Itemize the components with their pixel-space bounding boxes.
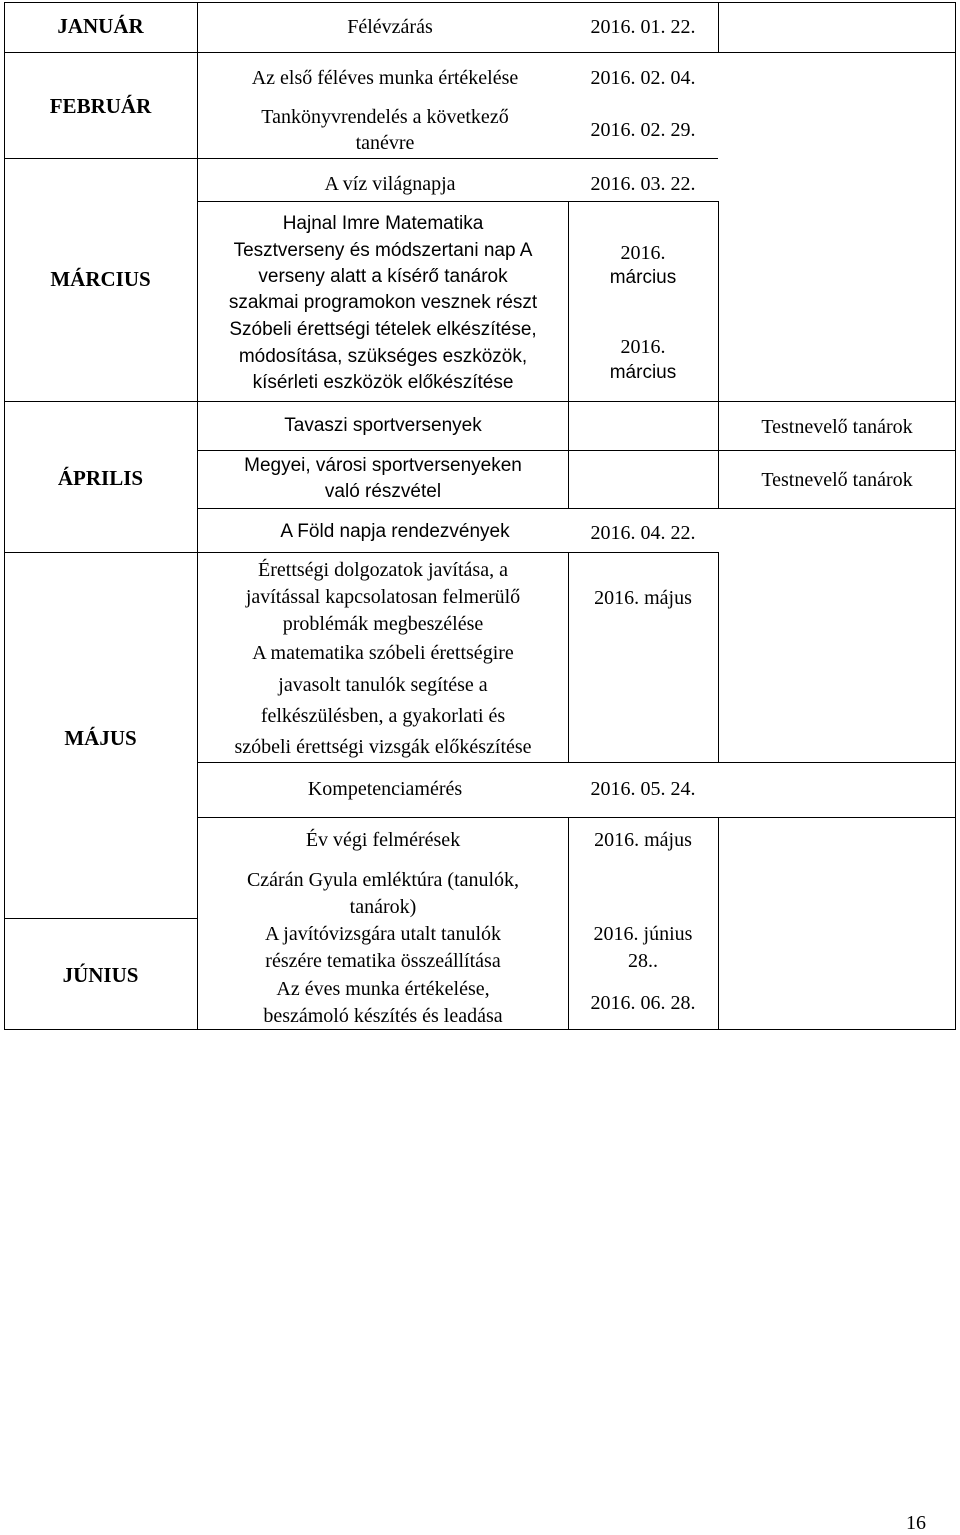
month-februar: FEBRUÁR [49, 94, 152, 118]
event-responsible: Testnevelő tanárok [761, 469, 913, 491]
event-text: felkészülésben, a gyakorlati és [260, 705, 506, 727]
event-date: 2016. június [593, 923, 693, 945]
event-date: 28.. [628, 950, 658, 972]
event-text: szóbeli érettségi vizsgák előkészítése [234, 736, 532, 758]
event-text: Kompetenciamérés [307, 778, 463, 800]
event-date: 2016. [620, 242, 666, 264]
event-date: 2016. 03. 22. [590, 173, 696, 195]
event-date: 2016. 02. 29. [590, 119, 696, 141]
event-text: való részvétel [324, 481, 442, 502]
event-date: 2016. [620, 336, 666, 358]
event-text: Szóbeli érettségi tételek elkészítése, [229, 319, 537, 340]
event-text: Tavaszi sportversenyek [284, 415, 482, 436]
event-date: 2016. 04. 22. [590, 522, 696, 544]
event-text: Tesztverseny és módszertani nap A [233, 240, 533, 261]
event-text: Czárán Gyula emléktúra (tanulók, [246, 869, 520, 891]
event-text: Az éves munka értékelése, [276, 978, 490, 1000]
month-marcius: MÁRCIUS [50, 267, 151, 291]
event-text: Az első féléves munka értékelése [251, 67, 519, 89]
month-junius: JÚNIUS [62, 963, 139, 987]
event-date: 2016. 05. 24. [590, 778, 696, 800]
event-text: verseny alatt a kísérő tanárok [258, 266, 508, 287]
event-text: részére tematika összeállítása [265, 950, 501, 972]
event-text: Félévzárás [347, 16, 433, 38]
event-text: tanévre [355, 132, 415, 154]
event-text: A matematika szóbeli érettségire [252, 642, 514, 664]
event-date: 2016. 01. 22. [590, 16, 696, 38]
event-text: javítással kapcsolatosan felmerülő [245, 586, 521, 608]
event-text: problémák megbeszélése [282, 613, 484, 635]
event-text: Hajnal Imre Matematika [282, 213, 484, 234]
event-text: Év végi felmérések [305, 829, 461, 851]
event-text: kísérleti eszközök előkészítése [252, 372, 514, 393]
event-text: javasolt tanulók segítése a [278, 674, 488, 696]
month-januar: JANUÁR [57, 14, 144, 38]
event-date: 2016. május [594, 829, 692, 851]
event-text: A Föld napja rendezvények [280, 521, 510, 542]
event-text: szakmai programokon vesznek részt [228, 292, 538, 313]
event-text: Tankönyvrendelés a következő [261, 106, 509, 128]
event-text: A víz világnapja [324, 173, 456, 195]
event-text: beszámoló készítés és leadása [263, 1005, 503, 1027]
event-text: tanárok) [349, 896, 417, 918]
event-text: A javítóvizsgára utalt tanulók [264, 923, 502, 945]
event-date: március [609, 362, 677, 383]
event-date: 2016. 06. 28. [590, 992, 696, 1014]
event-text: módosítása, szükséges eszközök, [238, 346, 528, 367]
event-text: Érettségi dolgozatok javítása, a [258, 559, 508, 581]
event-date: 2016. 02. 04. [590, 67, 696, 89]
event-date: 2016. május [594, 587, 692, 609]
event-date: március [609, 267, 677, 288]
month-aprilis: ÁPRILIS [57, 466, 144, 490]
event-text: Megyei, városi sportversenyeken [244, 455, 522, 476]
event-responsible: Testnevelő tanárok [761, 416, 913, 438]
month-majus: MÁJUS [64, 726, 137, 750]
page-number: 16 [906, 1512, 926, 1534]
